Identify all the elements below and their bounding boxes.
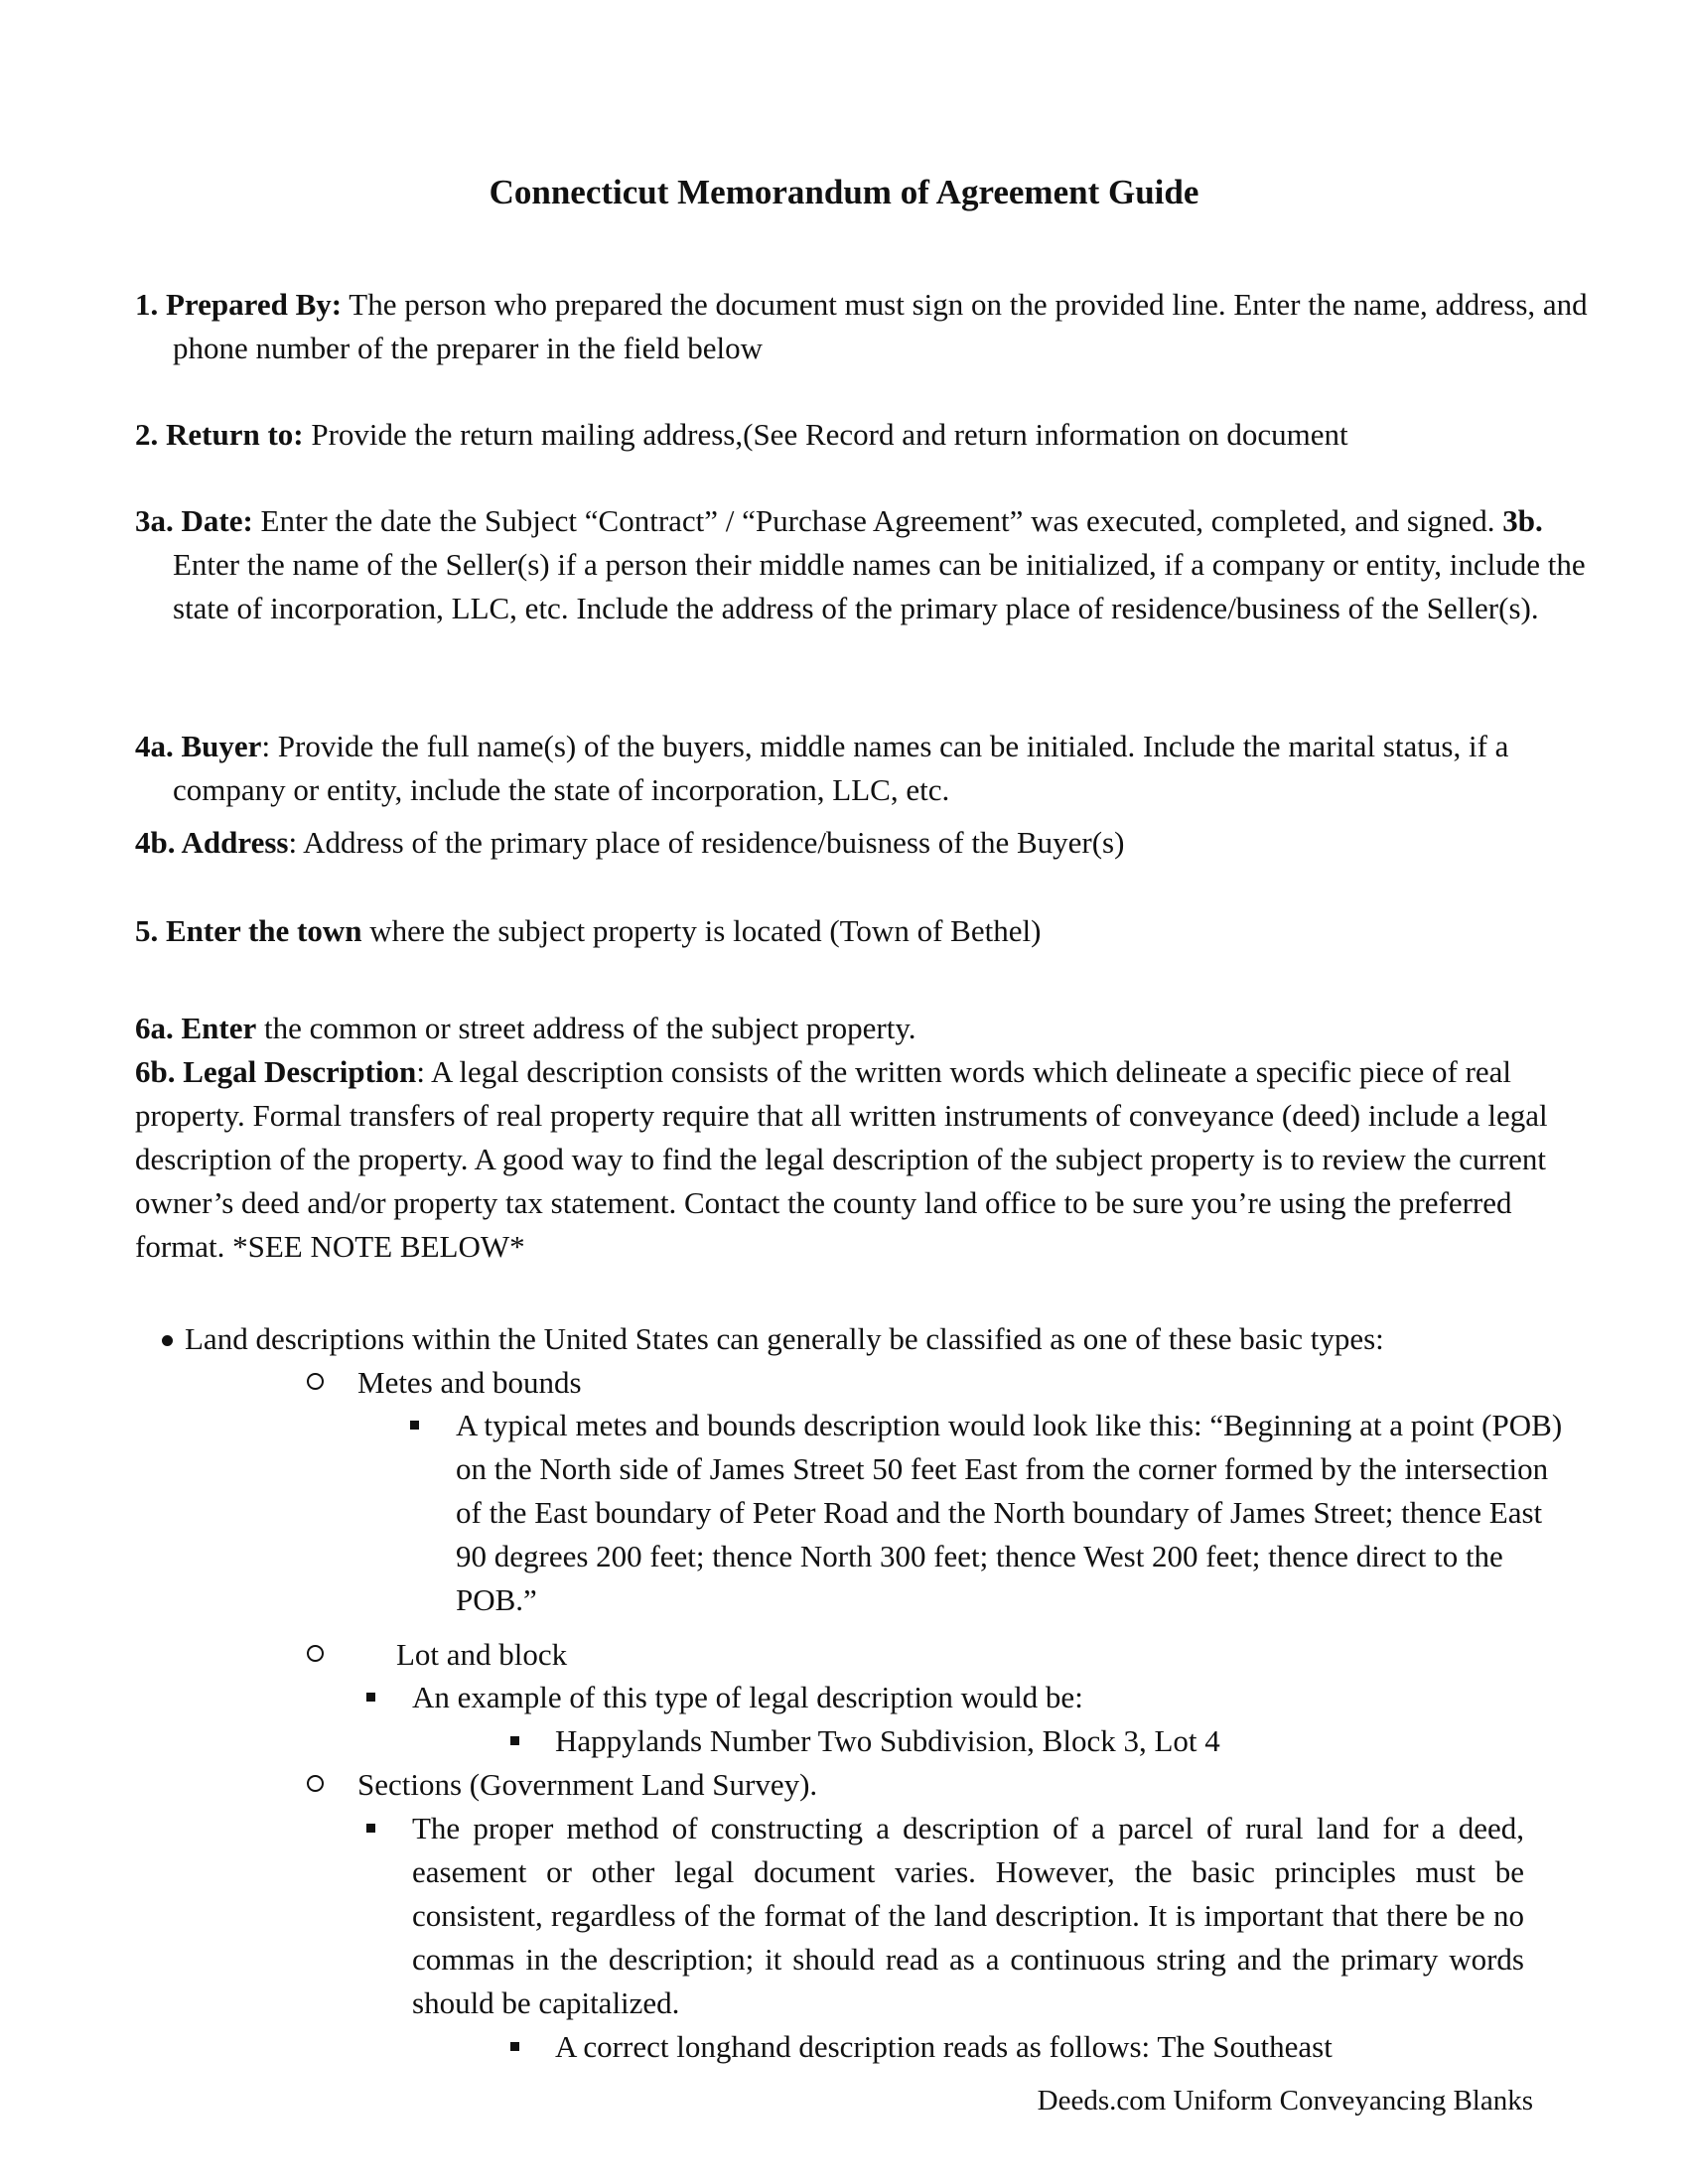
circle-bullet-icon [307, 1645, 324, 1662]
item-label: 1. Prepared By: [135, 287, 343, 322]
item-return-to [135, 413, 1575, 457]
square-bullet-icon [510, 2042, 519, 2051]
item-label: 3b. [1502, 503, 1543, 538]
list-item-lot: Lot and block [396, 1637, 568, 1672]
item-prepared-by [135, 283, 1613, 370]
page-title: Connecticut Memorandum of Agreement Guide [489, 173, 1199, 211]
square-bullet-icon [366, 1693, 375, 1702]
list-item-metes: Metes and bounds [357, 1365, 582, 1400]
item-text: where the subject property is located (Town of Bethel) [361, 913, 1042, 948]
item-buyer [135, 725, 1613, 812]
item-text: : Address of the primary place of residence/buisness of the Buyer(s) [288, 825, 1125, 860]
item-text: Enter the date the Subject “Contract” / “Purchase Agreement” was executed, completed, and signed. [252, 503, 1503, 538]
list-item-sections-text: The proper method of constructing a description of a parcel of rural land for a deed, easement or other legal document varies. However, the basic principles must be consistent, regardless of the format of the land description. It is important that there be no commas in the description; it should read as a continuous string and the primary words should be capitalized. [412, 1811, 1524, 2020]
list-item-lot-intro: An example of this type of legal description would be: [412, 1680, 1083, 1714]
list-item-lot-example: Happylands Number Two Subdivision, Block 3, Lot 4 [555, 1723, 1220, 1758]
list-item-metes-example: A typical metes and bounds description would look like this: “Beginning at a point (POB) on the North side of James Street 50 feet East from the corner formed by the intersection of the East boundary of Peter Road and the North boundary of James Street; thence East 90 degrees 200 feet; thence North 300 feet; thence West 200 feet; thence direct to the POB.” [456, 1408, 1563, 1617]
item-street-address [135, 1007, 1575, 1050]
item-label: 4a. Buyer [135, 729, 262, 763]
item-town [135, 909, 1575, 953]
list-item-sections-example: A correct longhand description reads as follows: The Southeast [555, 2029, 1333, 2064]
square-bullet-icon [410, 1421, 419, 1430]
item-text: Provide the return mailing address,(See Record and return information on document [303, 417, 1348, 452]
list-item-sections: Sections (Government Land Survey). [357, 1767, 818, 1802]
item-text: the common or street address of the subject property. [256, 1011, 916, 1045]
item-text: : A legal description consists of the written words which delineate a specific piece of real property. Formal transfers of real property require that all written instruments of conveyance (deed) include a legal description of the property. A good way to find the legal description of the subject property is to review the current owner’s deed and/or property tax statement. Contact the county land office to be sure you’re using the preferred format. *SEE NOTE BELOW* [135, 1054, 1548, 1264]
circle-bullet-icon [307, 1775, 324, 1792]
item-label: 2. Return to: [135, 417, 304, 452]
item-text: The person who prepared the document must sign on the provided line. Enter the name, address, and phone number of the preparer in the field below [173, 287, 1588, 365]
bullet-dot-icon [162, 1335, 173, 1346]
item-text: Enter the name of the Seller(s) if a person their middle names can be initialized, if a company or entity, include the state of incorporation, LLC, etc. Include the address of the primary place of residence/business of the Seller(s). [173, 547, 1586, 625]
item-label: 6b. Legal Description [135, 1054, 417, 1089]
item-text: : Provide the full name(s) of the buyers, middle names can be initialed. Include the marital status, if a company or entity, include the state of incorporation, LLC, etc. [173, 729, 1509, 807]
page-footer: Deeds.com Uniform Conveyancing Blanks [1037, 2085, 1533, 2116]
item-label: 5. Enter the town [135, 913, 362, 948]
item-label: 3a. Date: [135, 503, 253, 538]
item-date-seller [135, 499, 1613, 630]
square-bullet-icon [366, 1824, 375, 1833]
item-label: 6a. Enter [135, 1011, 257, 1045]
list-item-intro: Land descriptions within the United States can generally be classified as one of these basic types: [185, 1321, 1384, 1356]
circle-bullet-icon [307, 1373, 324, 1390]
square-bullet-icon [510, 1736, 519, 1745]
item-label: 4b. Address [135, 825, 289, 860]
item-legal-description [135, 1050, 1575, 1269]
item-buyer-address [135, 821, 1575, 865]
